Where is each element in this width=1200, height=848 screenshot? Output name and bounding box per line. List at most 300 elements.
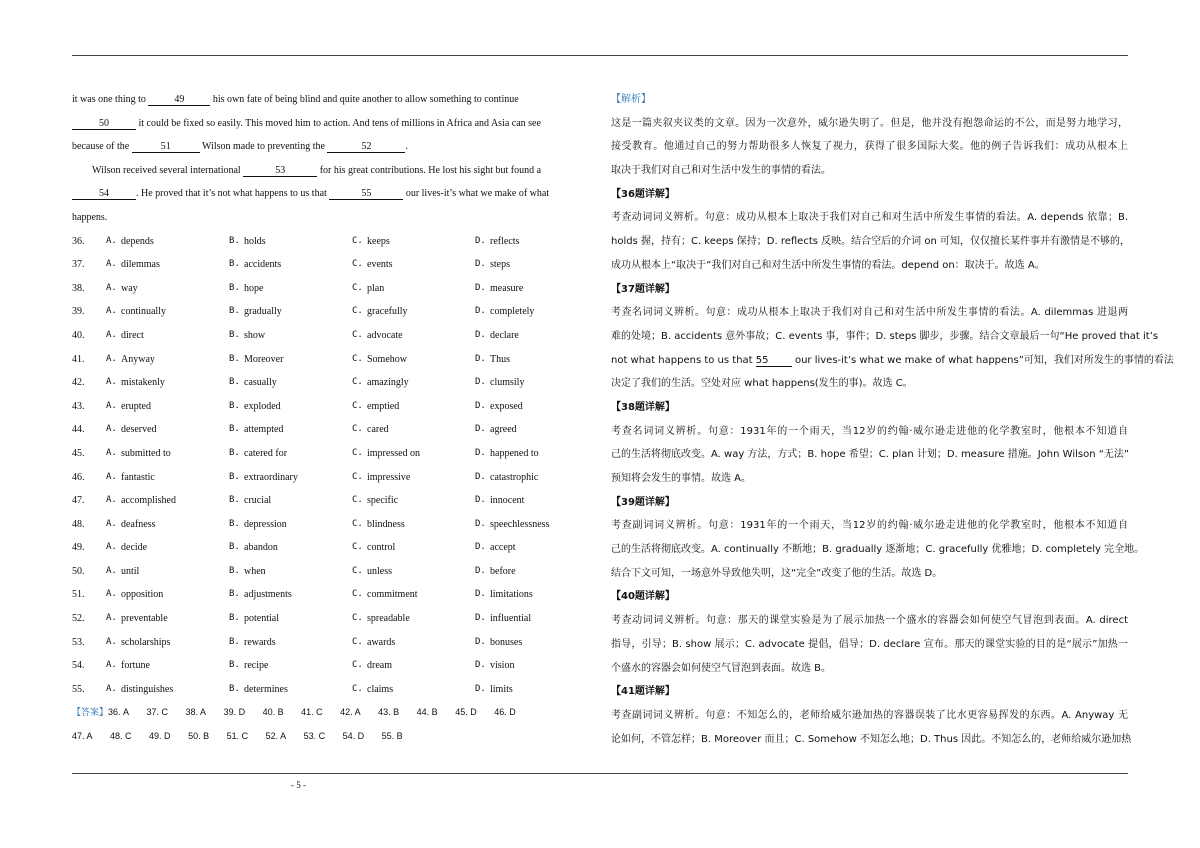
analysis-line	[611, 349, 1174, 373]
option	[229, 253, 352, 277]
option-text: specific	[367, 495, 399, 507]
option-text: reflects	[490, 235, 520, 247]
blank-55-ref: 55	[756, 355, 792, 367]
option-text: claims	[367, 683, 394, 695]
option-letter: A.	[106, 589, 117, 600]
right-column	[611, 88, 1174, 751]
answer-line	[72, 725, 592, 749]
option-letter: D.	[475, 542, 486, 553]
analysis-line: 个盛水的容器会如何使空气冒泡到表面。故选 B。	[611, 662, 832, 674]
analysis-line: 取决于我们对自己和对生活中发生的事情的看法。	[611, 165, 831, 177]
section-heading: 【38题详解】	[611, 401, 675, 413]
option-text: catered for	[244, 447, 288, 459]
option	[106, 560, 229, 584]
option-text: recipe	[244, 660, 269, 672]
answer-item: 47. A	[72, 731, 93, 742]
option-text: direct	[121, 329, 144, 341]
option	[229, 371, 352, 395]
analysis-line: 论如何，不管怎样；B. Moreover 而且；C. Somehow 不知怎么地；D. Thus 因此。不知怎么的，老师给威尔逊加热	[611, 733, 1132, 745]
question-number: 46.	[72, 471, 85, 483]
option-text: adjustments	[244, 589, 292, 601]
option-letter: B.	[229, 282, 240, 293]
option-letter: A.	[106, 447, 117, 458]
option-letter: D.	[475, 235, 486, 246]
passage-line	[72, 182, 592, 206]
option-text: plan	[367, 282, 385, 294]
question-row	[72, 489, 592, 513]
option	[106, 631, 229, 655]
option-letter: C.	[352, 306, 363, 317]
section-heading: 【41题详解】	[611, 686, 675, 698]
option-text: vision	[490, 660, 515, 672]
option	[352, 230, 475, 254]
option-text: exploded	[244, 400, 281, 412]
option	[352, 253, 475, 277]
option-letter: C.	[352, 400, 363, 411]
option	[352, 300, 475, 324]
option-text: preventable	[121, 613, 168, 625]
option	[352, 324, 475, 348]
answer-item: 38. A	[185, 707, 207, 718]
answer-item: 39. D	[223, 707, 246, 718]
answer-item: 44. B	[416, 707, 438, 718]
option	[229, 300, 352, 324]
option-letter: B.	[229, 329, 240, 340]
option-text: when	[244, 565, 266, 577]
option-text: scholarships	[121, 636, 171, 648]
option-text: opposition	[121, 589, 164, 601]
header-rule	[72, 55, 1128, 56]
option	[475, 631, 585, 655]
option-letter: B.	[229, 447, 240, 458]
option-text: events	[367, 259, 393, 271]
option	[475, 277, 585, 301]
option-text: bonuses	[490, 636, 523, 648]
option-text: completely	[490, 306, 535, 318]
option-letter: D.	[475, 282, 486, 293]
answer-item: 43. B	[378, 707, 400, 718]
option-letter: B.	[229, 424, 240, 435]
option-letter: C.	[352, 329, 363, 340]
option-text: control	[367, 542, 396, 554]
option-letter: A.	[106, 259, 117, 270]
option	[475, 536, 585, 560]
option-text: commitment	[367, 589, 418, 601]
analysis-line: 决定了我们的生活。空处对应 what happens(发生的事)。故选 C。	[611, 378, 913, 390]
question-number: 41.	[72, 353, 85, 365]
option	[106, 277, 229, 301]
option-letter: D.	[475, 518, 486, 529]
option-text: declare	[490, 329, 519, 341]
option-text: catastrophic	[490, 471, 539, 483]
answer-item: 46. D	[494, 707, 516, 718]
option	[229, 536, 352, 560]
answer-item: 36. A	[108, 707, 130, 718]
option-letter: C.	[352, 589, 363, 600]
option-text: erupted	[121, 400, 151, 412]
option-letter: A.	[106, 400, 117, 411]
option	[229, 489, 352, 513]
question-row	[72, 418, 592, 442]
question-row	[72, 560, 592, 584]
option	[106, 442, 229, 466]
option-text: unless	[367, 565, 392, 577]
answer-item: 41. C	[301, 707, 323, 718]
option-text: abandon	[244, 542, 278, 554]
question-number: 45.	[72, 447, 85, 459]
analysis-line: 指导，引导；B. show 展示；C. advocate 提倡，倡导；D. declare 宣布。那天的课堂实验的目的是“展示”加热一	[611, 638, 1128, 650]
option-letter: B.	[229, 518, 240, 529]
section-heading: 【36题详解】	[611, 188, 675, 200]
option	[106, 324, 229, 348]
option-text: influential	[490, 613, 532, 625]
option-letter: D.	[475, 471, 486, 482]
option	[352, 536, 475, 560]
blank-53: 53	[243, 165, 317, 177]
option-letter: C.	[352, 613, 363, 624]
passage-line	[72, 135, 592, 159]
answer-line	[72, 701, 592, 725]
option-text: before	[490, 565, 516, 577]
text: for his great contributions. He lost his sight but found a	[317, 164, 542, 176]
footer-rule	[72, 773, 1128, 774]
answer-item: 45. D	[455, 707, 477, 718]
option-letter: C.	[352, 353, 363, 364]
option-letter: D.	[475, 683, 486, 694]
option-letter: B.	[229, 495, 240, 506]
option-text: Somehow	[367, 353, 407, 365]
option-text: decide	[121, 542, 148, 554]
option-letter: A.	[106, 565, 117, 576]
text: because of the	[72, 141, 132, 153]
option-text: deafness	[121, 518, 156, 530]
option-letter: B.	[229, 259, 240, 270]
option	[352, 678, 475, 702]
option	[475, 324, 585, 348]
option	[106, 230, 229, 254]
question-list	[72, 230, 592, 702]
question-row	[72, 607, 592, 631]
analysis-line: 接受教育。他通过自己的努力帮助很多人恢复了视力，获得了很多国际大奖。他的例子告诉我们：成功从根本上	[611, 141, 1128, 153]
option	[352, 607, 475, 631]
text: .	[405, 141, 408, 153]
option-text: distinguishes	[121, 683, 174, 695]
option	[106, 253, 229, 277]
analysis-line: 难的处境；B. accidents 意外事故；C. events 事，事件；D. steps 脚步，步骤。结合文章最后一句“He proved that it’s	[611, 330, 1159, 342]
option	[106, 513, 229, 537]
option-letter: A.	[106, 424, 117, 435]
option-text: attempted	[244, 424, 284, 436]
question-number: 53.	[72, 636, 85, 648]
question-number: 51.	[72, 589, 85, 601]
question-row	[72, 277, 592, 301]
question-number: 49.	[72, 542, 85, 554]
answer-tag: 【答案】	[72, 707, 109, 718]
option-text: blindness	[367, 518, 405, 530]
section-heading: 【40题详解】	[611, 591, 675, 603]
option-text: submitted to	[121, 447, 171, 459]
blank-55: 55	[329, 188, 403, 200]
option	[229, 418, 352, 442]
answer-item: 40. B	[262, 707, 284, 718]
question-row	[72, 654, 592, 678]
option-letter: D.	[475, 377, 486, 388]
option-letter: D.	[475, 400, 486, 411]
option-text: extraordinary	[244, 471, 298, 483]
analysis-line: 结合下文可知，一场意外导致他失明，这“完全”改变了他的生活。故选 D。	[611, 567, 943, 579]
option-text: crucial	[244, 495, 272, 507]
option	[475, 583, 585, 607]
option-text: Moreover	[244, 353, 284, 365]
option-letter: D.	[475, 495, 486, 506]
analysis-line: 考查副词词义辨析。句意：不知怎么的，老师给威尔逊加热的容器误装了比水更容易挥发的东西。A. Anyway 无	[611, 709, 1128, 721]
option	[352, 631, 475, 655]
question-number: 55.	[72, 683, 85, 695]
option-letter: C.	[352, 565, 363, 576]
text: his own fate of being blind and quite another to allow something to continue	[210, 94, 519, 105]
option	[352, 466, 475, 490]
option-text: advocate	[367, 329, 403, 341]
option	[229, 560, 352, 584]
analysis-line: holds 握，持有；C. keeps 保持；D. reflects 反映。结合空后的介词 on 可知，仅仅擅长某件事并有激情是不够的，	[611, 236, 1130, 248]
option	[229, 678, 352, 702]
option-letter: A.	[106, 329, 117, 340]
option-letter: A.	[106, 660, 117, 671]
option	[229, 442, 352, 466]
option-letter: B.	[229, 471, 240, 482]
passage-line	[72, 159, 592, 183]
analysis-line: 己的生活将彻底改变。A. continually 不断地；B. gradually 逐渐地；C. gracefully 优雅地；D. completely 完全地。	[611, 544, 1145, 556]
option	[229, 230, 352, 254]
option-text: keeps	[367, 235, 390, 247]
text: not what happens to us that	[611, 354, 756, 366]
option	[229, 348, 352, 372]
text: it was one thing to	[72, 94, 149, 105]
analysis-line: 考查动词词义辨析。句意：成功从根本上取决于我们对自己和对生活中所发生事情的看法。A. depends 依靠；B.	[611, 212, 1128, 224]
answer-item: 48. C	[110, 731, 132, 742]
question-row	[72, 631, 592, 655]
left-column	[72, 88, 592, 749]
option-letter: C.	[352, 447, 363, 458]
option-text: until	[121, 565, 140, 577]
option-letter: A.	[106, 636, 117, 647]
option-letter: C.	[352, 683, 363, 694]
answer-item: 51. C	[226, 731, 249, 742]
option	[352, 489, 475, 513]
option-text: limitations	[490, 589, 533, 601]
option	[352, 654, 475, 678]
passage-line	[72, 112, 592, 136]
option	[352, 277, 475, 301]
option	[106, 418, 229, 442]
answer-item: 55. B	[381, 731, 403, 742]
option-letter: B.	[229, 400, 240, 411]
option-text: clumsily	[490, 377, 525, 389]
option	[229, 324, 352, 348]
option	[352, 348, 475, 372]
option-letter: B.	[229, 636, 240, 647]
option-text: awards	[367, 636, 396, 648]
question-number: 42.	[72, 377, 85, 389]
question-number: 54.	[72, 660, 85, 672]
option-letter: D.	[475, 259, 486, 270]
question-row	[72, 230, 592, 254]
question-number: 43.	[72, 400, 85, 412]
option	[475, 678, 585, 702]
option-letter: B.	[229, 660, 240, 671]
question-row	[72, 583, 592, 607]
option-letter: B.	[229, 613, 240, 624]
option-text: emptied	[367, 400, 400, 412]
option-text: casually	[244, 377, 277, 389]
blank-49: 49	[148, 94, 210, 106]
option-text: accept	[490, 542, 516, 554]
option-letter: C.	[352, 660, 363, 671]
answer-item: 42. A	[340, 707, 361, 718]
option	[106, 654, 229, 678]
option-text: spreadable	[367, 613, 410, 625]
text: it could be fixed so easily. This moved him to action. And tens of millions in Africa and Asia can see	[136, 117, 541, 129]
option	[229, 395, 352, 419]
option-letter: C.	[352, 636, 363, 647]
option	[475, 395, 585, 419]
option-text: Thus	[490, 353, 510, 365]
option-text: accidents	[244, 259, 282, 271]
question-row	[72, 395, 592, 419]
answer-list	[108, 707, 533, 717]
option	[352, 513, 475, 537]
question-number: 48.	[72, 518, 85, 530]
option-text: dilemmas	[121, 259, 160, 271]
analysis-line: 预知将会发生的事情。故选 A。	[611, 473, 752, 484]
question-row	[72, 536, 592, 560]
option	[106, 395, 229, 419]
option-text: dream	[367, 660, 392, 672]
option	[106, 489, 229, 513]
question-number: 40.	[72, 329, 85, 341]
option	[475, 230, 585, 254]
option-letter: A.	[106, 235, 117, 246]
question-row	[72, 371, 592, 395]
option	[475, 253, 585, 277]
option-letter: C.	[352, 259, 363, 270]
option-letter: A.	[106, 518, 117, 529]
text: Wilson received several international	[92, 164, 244, 176]
option-text: fortune	[121, 660, 150, 672]
option-text: impressive	[367, 471, 411, 483]
option-text: potential	[244, 613, 279, 625]
option-letter: B.	[229, 542, 240, 553]
option-text: show	[244, 329, 266, 341]
option-letter: A.	[106, 353, 117, 364]
answer-item: 52. A	[265, 731, 287, 742]
text: . He proved that it’s not what happens to us that	[136, 188, 330, 200]
option-letter: C.	[352, 495, 363, 506]
text: our lives-it’s what we make of what happens”可知，我们对所发生的事情的看法	[791, 354, 1174, 366]
analysis-line: 成功从根本上“取决于”我们对自己和对生活中所发生事情的看法。depend on：取决于。故选 A。	[611, 259, 1045, 271]
option	[352, 395, 475, 419]
option	[475, 371, 585, 395]
option	[352, 371, 475, 395]
passage-line: happens.	[72, 211, 108, 223]
option-letter: D.	[475, 353, 486, 364]
answer-item: 54. D	[342, 731, 365, 742]
blank-54: 54	[72, 188, 136, 200]
option	[106, 466, 229, 490]
option	[229, 466, 352, 490]
option-text: happened to	[490, 447, 539, 459]
option-letter: B.	[229, 235, 240, 246]
option	[106, 583, 229, 607]
option	[352, 583, 475, 607]
option-letter: A.	[106, 495, 117, 506]
option	[106, 678, 229, 702]
question-row	[72, 300, 592, 324]
option-text: fantastic	[121, 471, 155, 483]
option-letter: D.	[475, 660, 486, 671]
analysis-line: 己的生活将彻底改变。A. way 方法，方式；B. hope 希望；C. plan 计划；D. measure 措施。John Wilson “无法”	[611, 449, 1130, 461]
option-text: gradually	[244, 306, 282, 318]
option-text: amazingly	[367, 377, 409, 389]
option-text: agreed	[490, 424, 517, 436]
option-text: continually	[121, 306, 166, 318]
text: Wilson made to preventing the	[199, 141, 328, 153]
option	[475, 654, 585, 678]
blank-51: 51	[132, 141, 200, 153]
option-text: way	[121, 282, 138, 294]
option	[352, 442, 475, 466]
option	[475, 300, 585, 324]
question-row	[72, 466, 592, 490]
option-letter: C.	[352, 518, 363, 529]
option-text: holds	[244, 235, 266, 247]
option-text: depression	[244, 518, 287, 530]
question-row	[72, 678, 592, 702]
option-text: measure	[490, 282, 524, 294]
option	[106, 607, 229, 631]
question-row	[72, 253, 592, 277]
option	[475, 560, 585, 584]
option-letter: B.	[229, 306, 240, 317]
option	[229, 654, 352, 678]
question-row	[72, 442, 592, 466]
option-letter: B.	[229, 565, 240, 576]
option-text: limits	[490, 683, 513, 695]
question-number: 50.	[72, 565, 85, 577]
option	[106, 536, 229, 560]
question-number: 36.	[72, 235, 85, 247]
blank-52: 52	[327, 141, 405, 153]
option	[475, 513, 585, 537]
question-row	[72, 324, 592, 348]
analysis-tag: 【解析】	[611, 94, 651, 105]
question-number: 44.	[72, 424, 85, 436]
answer-item: 37. C	[146, 707, 169, 718]
option	[475, 418, 585, 442]
option-letter: A.	[106, 377, 117, 388]
option-letter: B.	[229, 589, 240, 600]
option-text: deserved	[121, 424, 157, 436]
question-number: 47.	[72, 495, 85, 507]
option	[475, 348, 585, 372]
option-text: speechlessness	[490, 518, 550, 530]
option-letter: B.	[229, 377, 240, 388]
option-letter: D.	[475, 424, 486, 435]
page-number: - 5 -	[291, 780, 306, 790]
question-number: 37.	[72, 259, 85, 271]
option-text: cared	[367, 424, 389, 436]
option-letter: D.	[475, 447, 486, 458]
